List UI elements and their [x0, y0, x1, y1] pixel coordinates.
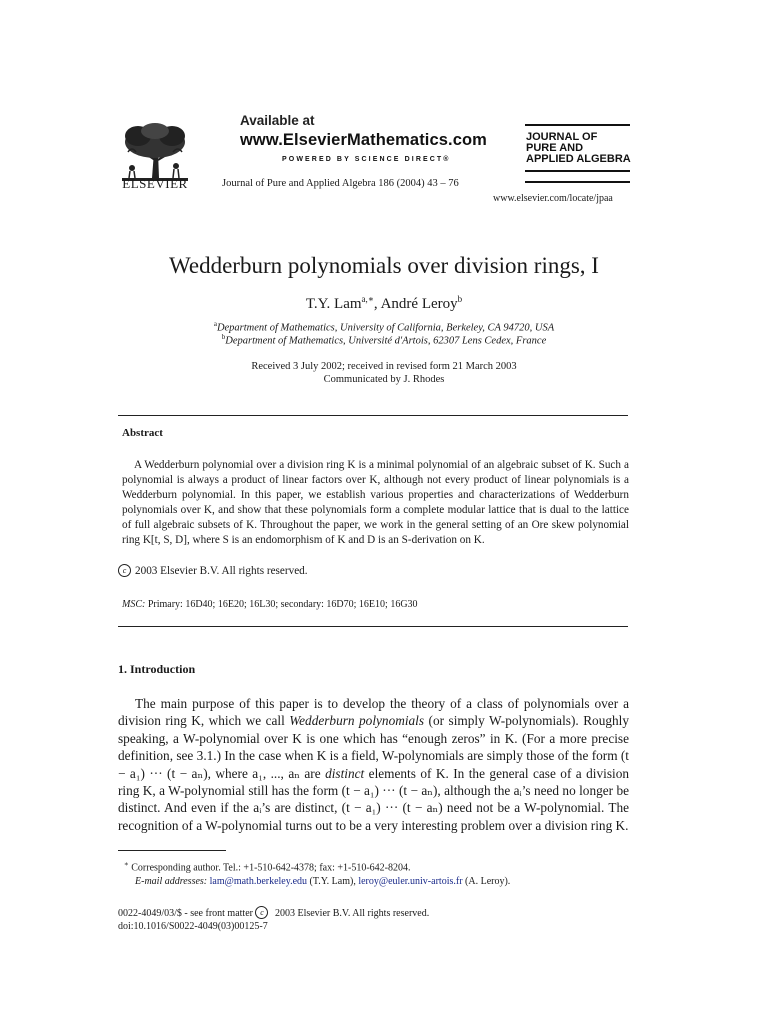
author-list: [0, 294, 768, 313]
issn-text: 2003 Elsevier B.V. All rights reserved.: [272, 908, 430, 919]
received-dates: Received 3 July 2002; received in revised form 21 March 2003: [251, 361, 517, 372]
journal-title-rule: [525, 170, 630, 172]
affiliation-sup: b: [221, 333, 226, 341]
affiliation: [0, 333, 768, 347]
msc-label: MSC:: [122, 599, 146, 610]
journal-title-rule: [525, 181, 630, 183]
footnote-mark: ∗: [124, 860, 129, 868]
issn-text: 0022-4049/03/$ - see front matter: [118, 908, 256, 919]
abstract-copyright: [118, 564, 308, 577]
email-owner: (A. Leroy).: [462, 876, 511, 887]
author-sup: a,∗: [361, 294, 374, 304]
footnote-rule: [118, 850, 226, 851]
intro-emphasis: distinct: [325, 765, 365, 781]
intro-text: elements of K. In the general case of a division ring K, a W-polynomial still has the form (t − a₁) ··· (t − aₙ), although the aᵢ’s need no longer be distinct. And even if the aᵢ’s are distinct, (t − a₁) ··· (t − aₙ) need not be a W-polynomial. The recognition of a W-polynomial turns out to be a very interesting problem over a division ring K.: [118, 765, 629, 833]
journal-web-url[interactable]: www.elsevier.com/locate/jpaa: [493, 193, 613, 204]
journal-title-rule: [525, 124, 630, 126]
powered-by-sciencedirect: POWERED BY SCIENCE DIRECT®: [282, 156, 451, 163]
journal-title-line: APPLIED ALGEBRA: [526, 153, 631, 165]
issn-line: [118, 906, 429, 919]
email-label: E-mail addresses:: [135, 876, 208, 887]
abstract-top-rule: [118, 415, 628, 416]
msc-codes: Primary: 16D40; 16E20; 16L30; secondary: 16D70; 16E10; 16G30: [147, 599, 418, 610]
abstract-bottom-rule: [118, 626, 628, 627]
intro-text: (or simply W-polynomials). Roughly speaking, a W-polynomial over K is one which has “enough zeros” in K. (For a more precise definition, see 3.1.) In the case when K is a field, W-polynomials are simply those of the form (t − a₁) ··· (t − aₙ), where a₁, ..., aₙ are: [118, 713, 629, 781]
paper-title: Wedderburn polynomials over division rings, I: [169, 253, 599, 278]
author-name: André Leroy: [380, 296, 458, 312]
journal-title: [526, 132, 631, 165]
copyright-text: 2003 Elsevier B.V. All rights reserved.: [135, 565, 308, 577]
copyright-symbol: c: [255, 906, 268, 919]
email-link-lam[interactable]: lam@math.berkeley.edu: [209, 876, 308, 887]
journal-citation: Journal of Pure and Applied Algebra 186 (2004) 43 – 76: [222, 178, 459, 189]
available-at-label: Available at: [240, 113, 315, 128]
msc-classification: [122, 599, 418, 610]
elsevier-wordmark: ELSEVIER: [122, 176, 188, 191]
copyright-symbol: c: [118, 564, 131, 577]
communicated-by: Communicated by J. Rhodes: [323, 374, 445, 385]
journal-title-line: JOURNAL OF: [526, 131, 598, 143]
email-link-leroy[interactable]: leroy@euler.univ-artois.fr: [358, 876, 463, 887]
intro-text: The main purpose of this paper is to develop the theory of a class of polynomials over a division ring K, which we call: [118, 696, 629, 729]
introduction-paragraph: [118, 695, 629, 834]
email-owner: (T.Y. Lam),: [307, 876, 359, 887]
journal-title-line: PURE AND: [526, 142, 584, 154]
abstract-body: A Wedderburn polynomial over a division ring K is a minimal polynomial of an algebraic subset of K. Such a polynomial is always a product of linear factors over K, although not every product of linear polynomials is a Wedderburn polynomial. In this paper, we establish various properties and characterizations of Wedderburn polynomials over K, and show that these polynomials form a complete modular lattice that is dual to the lattice of full algebraic subsets of K. Throughout the paper, we work in the general setting of an Ore skew polynomial ring K[t, S, D], where S is an endomorphism of K and D is an S-derivation on K.: [122, 459, 629, 547]
email-footnote: [135, 876, 510, 887]
elsevier-mathematics-url[interactable]: www.ElsevierMathematics.com: [240, 131, 487, 149]
author-separator: ,: [373, 296, 381, 312]
affiliation-text: Department of Mathematics, Université d'Artois, 62307 Lens Cedex, France: [225, 335, 547, 347]
affiliation-sup: a: [213, 320, 217, 328]
corresponding-author-footnote: [124, 860, 411, 873]
footnote-text: Corresponding author. Tel.: +1-510-642-4378; fax: +1-510-642-8204.: [128, 862, 411, 874]
affiliation-text: Department of Mathematics, University of California, Berkeley, CA 94720, USA: [216, 322, 555, 334]
author-sup: b: [457, 294, 463, 304]
abstract-heading: Abstract: [122, 427, 163, 439]
section-heading: 1. Introduction: [118, 662, 196, 676]
intro-emphasis: Wedderburn polynomials: [289, 713, 425, 729]
doi-line[interactable]: doi:10.1016/S0022-4049(03)00125-7: [118, 921, 268, 932]
author-name: T.Y. Lam: [305, 296, 362, 312]
affiliation: [0, 320, 768, 334]
